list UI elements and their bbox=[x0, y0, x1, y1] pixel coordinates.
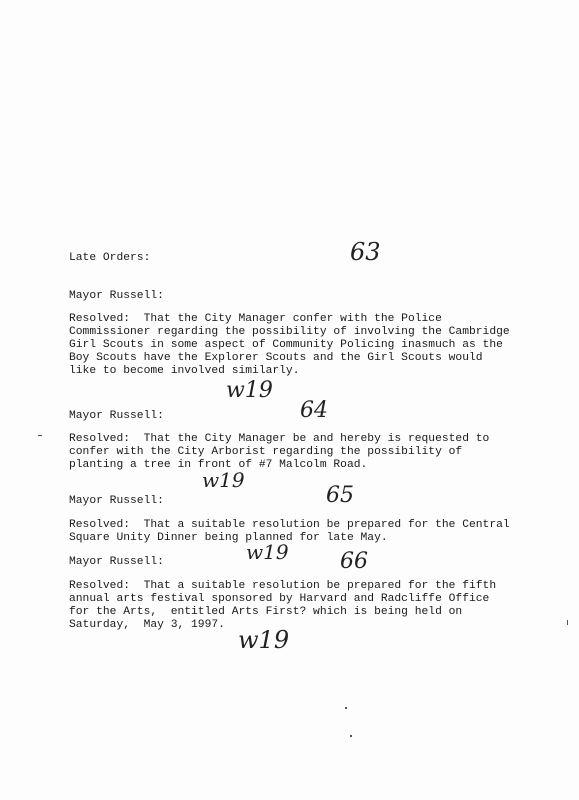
resolution-line: confer with the City Arborist regarding the possibility of bbox=[69, 446, 463, 458]
mover-label: Mayor Russell: bbox=[69, 495, 164, 507]
scan-speck bbox=[350, 735, 352, 737]
resolution-line: Resolved: That a suitable resolution be prepared for the fifth bbox=[69, 580, 497, 592]
resolution-line: Girl Scouts in some aspect of Community Policing inasmuch as the bbox=[69, 339, 503, 351]
resolution-line: Resolved: That the City Manager confer with the Police bbox=[69, 313, 442, 325]
resolution-line: Resolved: That the City Manager be and hereby is requested to bbox=[69, 433, 490, 445]
resolution-line: like to become involved similarly. bbox=[69, 365, 300, 377]
handwritten-initials: w19 bbox=[246, 540, 289, 564]
handwritten-number-66: 66 bbox=[340, 549, 368, 574]
handwritten-number-64: 64 bbox=[300, 398, 328, 423]
handwritten-initials: w19 bbox=[238, 626, 290, 654]
resolution-line: Resolved: That a suitable resolution be prepared for the Central bbox=[69, 519, 510, 531]
handwritten-initials: w19 bbox=[202, 468, 245, 492]
handwritten-initials: w19 bbox=[226, 378, 273, 403]
mover-label: Mayor Russell: bbox=[69, 556, 164, 568]
resolution-line: Square Unity Dinner being planned for late May. bbox=[69, 532, 388, 544]
scan-speck bbox=[38, 435, 42, 436]
resolution-line: annual arts festival sponsored by Harvard and Radcliffe Office bbox=[69, 593, 490, 605]
mover-label: Mayor Russell: bbox=[69, 410, 164, 422]
late-orders-heading: Late Orders: bbox=[69, 252, 151, 264]
handwritten-number-65: 65 bbox=[326, 483, 354, 508]
handwritten-number-63: 63 bbox=[350, 238, 381, 266]
resolution-line: planting a tree in front of #7 Malcolm Road. bbox=[69, 459, 368, 471]
resolution-line: Saturday, May 3, 1997. bbox=[69, 619, 225, 631]
resolution-line: Boy Scouts have the Explorer Scouts and the Girl Scouts would bbox=[69, 352, 483, 364]
resolution-line: for the Arts, entitled Arts First? which is being held on bbox=[69, 606, 463, 618]
scan-speck bbox=[345, 707, 347, 709]
scan-speck bbox=[567, 620, 568, 625]
mover-label: Mayor Russell: bbox=[69, 290, 164, 302]
resolution-line: Commissioner regarding the possibility of involving the Cambridge bbox=[69, 326, 510, 338]
